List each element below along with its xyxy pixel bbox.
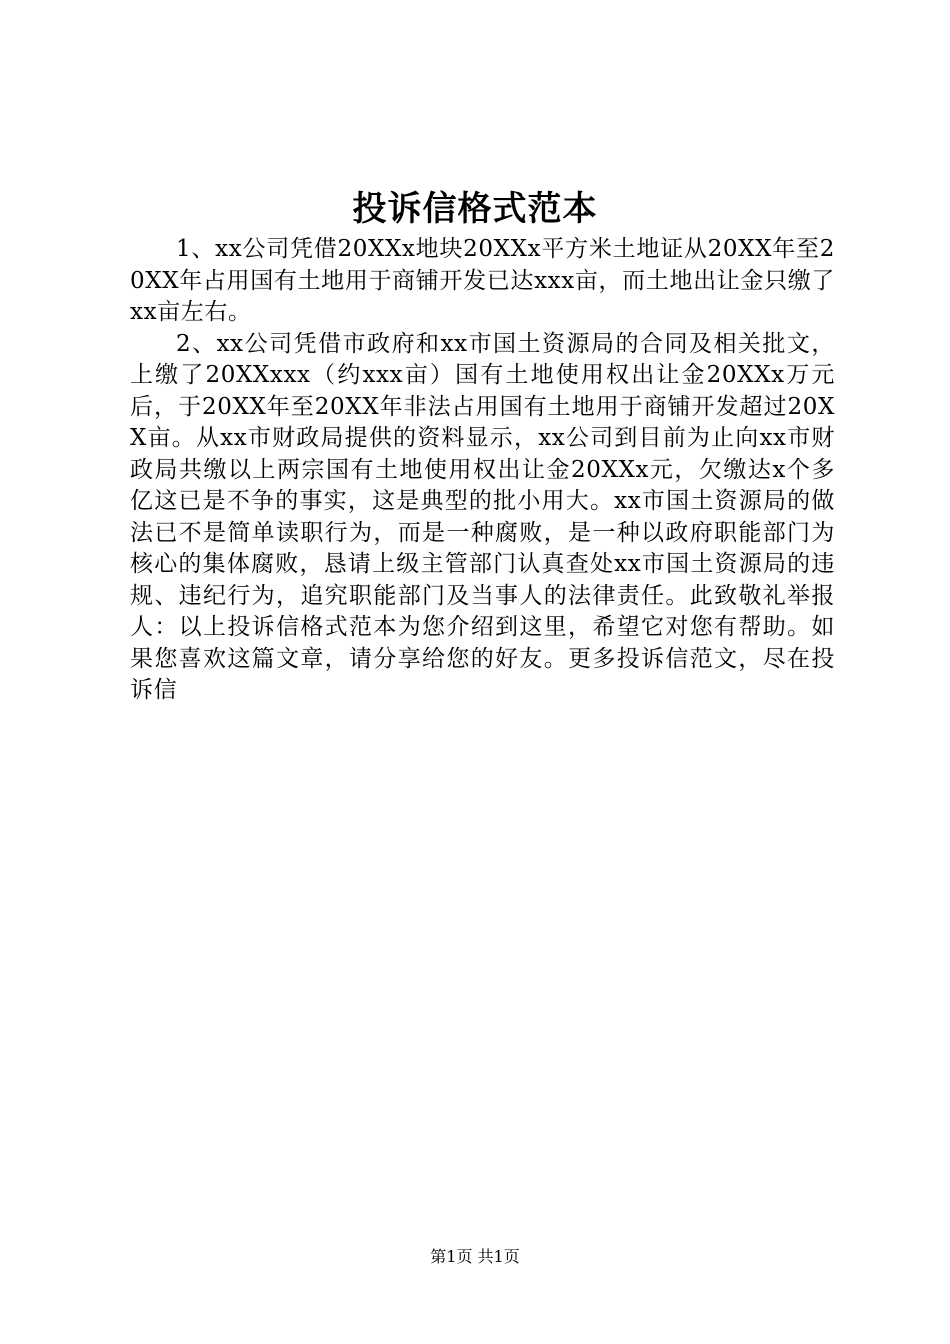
page-footer: 第1页 共1页 xyxy=(430,1247,520,1266)
paragraph-2: 2、xx公司凭借市政府和xx市国土资源局的合同及相关批文，上缴了20XXxxx（约xxx亩）国有土地使用权出让金20XXx万元后，于20XX年至20XX年非法占用国有土地用于商铺开发超过20XX亩。从xx市财政局提供的资料显示，xx公司到目前为止向xx市财政局共缴以上两宗国有土地使用权出让金20XXx元，欠缴达x个多亿这已是不争的事实，这是典型的批小用大。xx市国土资源局的做法已不是简单读职行为，而是一种腐败，是一种以政府职能部门为核心的集体腐败，恳请上级主管部门认真查处xx市国土资源局的违规、违纪行为，追究职能部门及当事人的法律责任。此致敬礼举报人：以上投诉信格式范本为您介绍到这里，希望它对您有帮助。如果您喜欢这篇文章，请分享给您的好友。更多投诉信范文，尽在投诉信 xyxy=(130,330,835,703)
paragraph-1: 1、xx公司凭借20XXx地块20XXx平方米土地证从20XX年至20XX年占用国有土地用于商铺开发已达xxx亩，而土地出让金只缴了xx亩左右。 xyxy=(130,236,835,325)
document-title: 投诉信格式范本 xyxy=(352,189,598,229)
document-body xyxy=(130,234,835,707)
